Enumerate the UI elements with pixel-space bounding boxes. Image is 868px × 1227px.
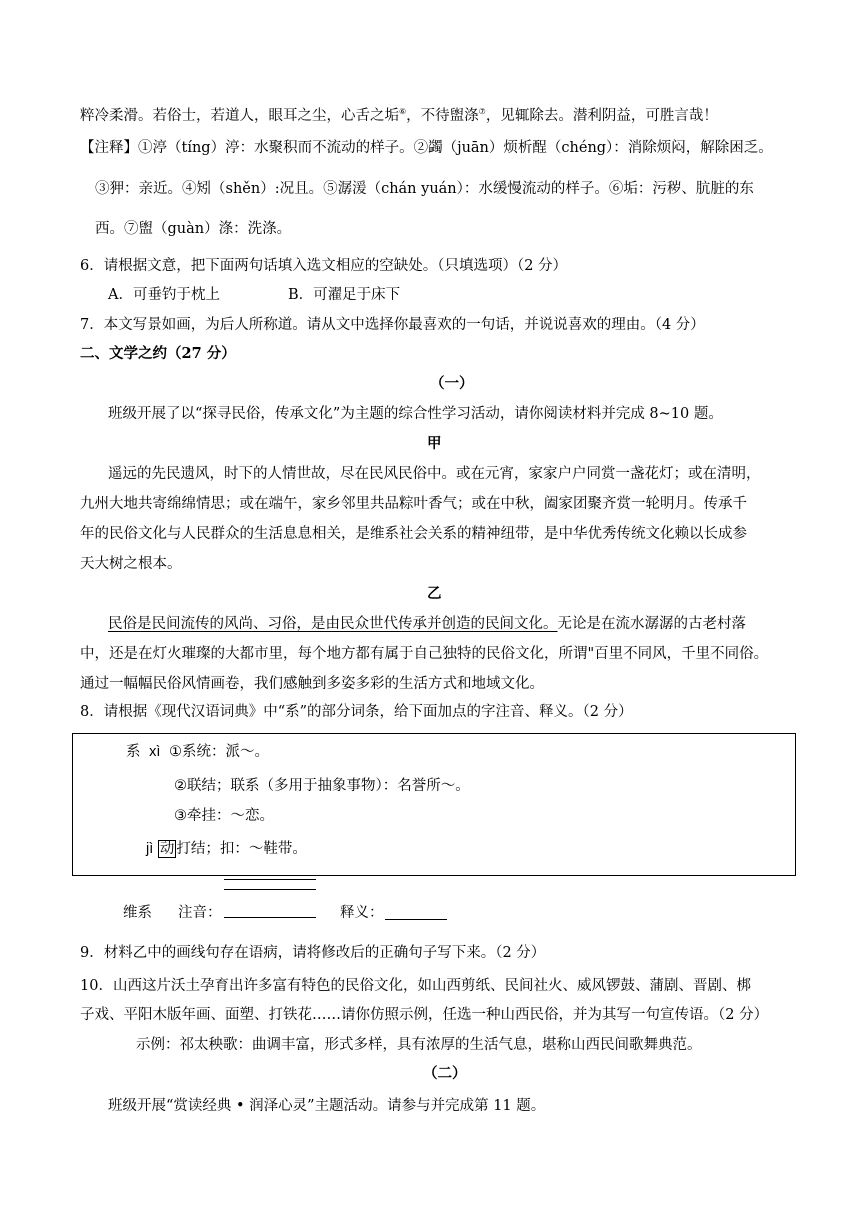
q8-answer-row: [123, 906, 152, 921]
part-2-intro: 班级开展“赏读经典 • 润泽心灵”主题活动。请参与并完成第 11 题。: [108, 1098, 546, 1114]
target-word: 维系: [123, 905, 152, 921]
section-2-heading: 二、文学之约（27 分）: [80, 345, 236, 362]
question-9: 9．材料乙中的画线句存在语病，请将修改后的正确句子写下来。（2 分）: [80, 945, 546, 961]
dict-pos-tag: 动: [159, 841, 175, 857]
answer-line-top-1: [224, 879, 316, 880]
yi-line-1-rest: 无论是在流水潺潺的古老村落: [557, 616, 746, 632]
shiyi-answer-line[interactable]: [385, 919, 447, 920]
question-10-line-2: 子戏、平阳木版年画、面塑、打铁花……请你仿照示例，任选一种山西民俗，并为其写一句宣传语。（2 分）: [80, 1007, 769, 1023]
notes-line-1: 【注释】①渟（tíng）渟：水聚积而不流动的样子。②蠲（juān）烦析酲（chéng）：消除烦闷，解除困乏。: [80, 140, 773, 156]
part-2-heading: （二）: [423, 1065, 467, 1082]
dict-line-4: [146, 842, 307, 857]
q10-example: 示例：祁太秧歌：曲调丰富，形式多样，具有浓厚的生活气息，堪称山西民间歌舞典范。: [136, 1037, 702, 1053]
jia-line-4: 天大树之根本。: [80, 556, 182, 572]
shiyi-label: 释义：: [340, 905, 384, 921]
zhuyin-label: 注音：: [178, 905, 222, 921]
part-1-heading: （一）: [430, 375, 474, 392]
dict-def-1: ①系统：派～。: [169, 744, 269, 760]
yi-line-1: [108, 617, 746, 632]
question-7: 7．本文写景如画，为后人所称道。请从文中选择你最喜欢的一句话，并说说喜欢的理由。（4 分）: [80, 317, 705, 333]
dict-pinyin-ji: jì: [146, 841, 154, 857]
note-ref-7: ⑦: [478, 107, 486, 116]
material-jia-title: 甲: [427, 435, 442, 452]
dict-line-1: [126, 745, 269, 760]
yi-line-2: 中，还是在灯火璀璨的大都市里，每个地方都有属于自己独特的民俗文化，所谓"百里不同风，千里不同俗。: [80, 646, 769, 662]
yi-underlined-sentence: 民俗是民间流传的风尚、习俗，是由民众世代传承并创造的民间文化。: [108, 616, 558, 632]
question-8: 8．请根据《现代汉语词典》中“系”的部分词条，给下面加点的字注音、释义。（2 分）: [80, 704, 633, 720]
answer-line-top-2: [224, 889, 316, 890]
notes-line-3: 西。⑦盥（guàn）涤：洗涤。: [95, 221, 292, 237]
note-ref-6: ⑥: [399, 107, 407, 116]
q6-option-b: B．可濯足于床下: [288, 287, 401, 303]
question-10-line-1: 10．山西这片沃土孕育出许多富有特色的民俗文化，如山西剪纸、民间社火、威风锣鼓、蒲剧、晋剧、梆: [80, 978, 751, 994]
notes-line-2: ③狎：亲近。④矧（shěn）:况且。⑤潺湲（chán yuán）：水缓慢流动的样子。⑥垢：污秽、肮脏的东: [95, 181, 754, 197]
dict-def-4: 打结；扣：～鞋带。: [176, 841, 307, 857]
material-yi-title: 乙: [427, 585, 442, 602]
passage-text-a: 粹冷柔滑。若俗士，若道人，眼耳之尘，心舌之垢: [80, 107, 399, 124]
jia-line-3: 年的民俗文化与人民群众的生活息息相关，是维系社会关系的精神纽带，是中华优秀传统文化赖以长成参: [80, 526, 747, 542]
part-1-intro: 班级开展了以“探寻民俗，传承文化”为主题的综合性学习活动，请你阅读材料并完成 8~10 题。: [108, 406, 723, 422]
dict-pinyin-xi: xì: [149, 744, 161, 760]
dict-def-3: ③牵挂：～恋。: [174, 808, 274, 824]
yi-line-3: 通过一幅幅民俗风情画卷，我们感触到多姿多彩的生活方式和地域文化。: [80, 676, 544, 692]
passage-text-b: ，不待盥涤: [406, 107, 479, 124]
q6-option-a: A．可垂钓于枕上: [108, 287, 220, 303]
question-6: 6．请根据文意，把下面两句话填入选文相应的空缺处。（只填选项）（2 分）: [80, 258, 568, 274]
jia-line-1: 遥远的先民遗风，时下的人情世故，尽在民风民俗中。或在元宵，家家户户同赏一盏花灯；或在清明，: [108, 466, 761, 482]
jia-line-2: 九州大地共寄绵绵情思；或在端午，家乡邻里共品粽叶香气；或在中秋，阖家团聚齐赏一轮明月。传承千: [80, 496, 747, 512]
zhuyin-answer-line[interactable]: [224, 917, 316, 918]
dict-headword: 系: [126, 744, 141, 760]
passage-final-line: [80, 108, 718, 123]
dict-def-2: ②联结；联系（多用于抽象事物）：名誉所～。: [174, 778, 470, 794]
passage-text-c: ，见辄除去。潜利阴益，可胜言哉！: [485, 107, 718, 124]
